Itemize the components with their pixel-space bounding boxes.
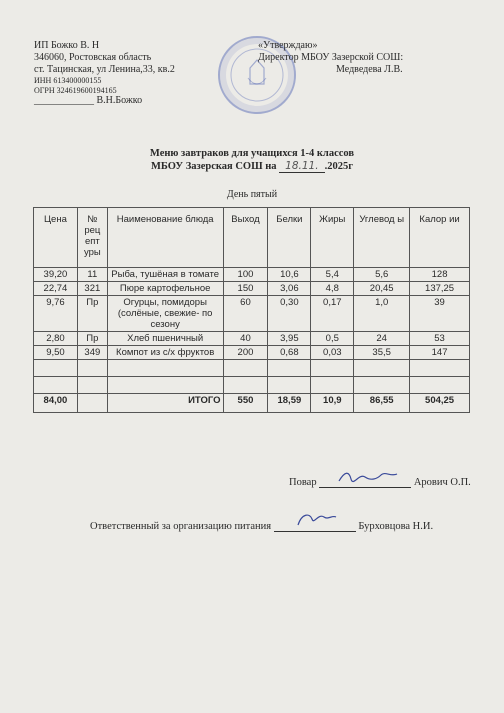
cell-output: 100 — [223, 268, 268, 282]
cell-output: 200 — [223, 346, 268, 360]
cell-price: 39,20 — [34, 268, 78, 282]
company-sign-line: ____________ В.Н.Божко — [34, 95, 143, 106]
cook-label: Повар — [289, 477, 317, 488]
menu-title: Меню завтраков для учащихся 1-4 классов — [149, 148, 355, 159]
company-inn: ИНН 613400000155 — [34, 76, 102, 85]
handwritten-date: 18.11. — [279, 160, 324, 173]
cell-carbs: 20,45 — [354, 282, 410, 296]
cell-dish: Компот из с/х фруктов — [107, 346, 223, 360]
cook-signature — [319, 473, 411, 488]
approval-block — [258, 40, 403, 76]
table-row — [34, 268, 470, 282]
cell-calories: 39 — [410, 296, 470, 332]
cell-recipe: Пр — [77, 296, 107, 332]
cell-calories: 137,25 — [410, 282, 470, 296]
header-dish: Наименование блюда — [107, 208, 223, 268]
menu-table — [33, 207, 470, 413]
responsible-label: Ответственный за организацию питания — [90, 521, 272, 532]
cell-carbs: 35,5 — [354, 346, 410, 360]
cell-proteins: 0,68 — [268, 346, 311, 360]
cell-fats: 0,5 — [311, 332, 354, 346]
responsible-name: Бурховцова Н.И. — [358, 521, 434, 532]
cell-calories: 128 — [410, 268, 470, 282]
menu-subtitle-suffix: .2025г — [324, 161, 353, 172]
cell-recipe: 349 — [77, 346, 107, 360]
total-fats: 10,9 — [311, 394, 354, 413]
company-address-1: 346060, Ростовская область — [34, 52, 152, 63]
cell-fats: 0,03 — [311, 346, 354, 360]
cell-output: 60 — [223, 296, 268, 332]
total-output: 550 — [223, 394, 268, 413]
cell-dish: Огурцы, помидоры (солёные, свежие- по сезону — [107, 296, 223, 332]
total-carbs: 86,55 — [354, 394, 410, 413]
company-ogrn: ОГРН 324619600194165 — [34, 85, 117, 95]
header-calories: Калор ии — [410, 208, 470, 268]
cell-recipe: 11 — [77, 268, 107, 282]
cell-proteins: 3,06 — [268, 282, 311, 296]
cell-price: 22,74 — [34, 282, 78, 296]
table-total-row — [34, 394, 470, 413]
cell-fats: 5,4 — [311, 268, 354, 282]
cell-price: 9,50 — [34, 346, 78, 360]
cell-fats: 0,17 — [311, 296, 354, 332]
company-header — [34, 40, 175, 107]
total-proteins: 18,59 — [268, 394, 311, 413]
cell-calories: 53 — [410, 332, 470, 346]
cell-price: 9,76 — [34, 296, 78, 332]
responsible-signature-line — [90, 517, 433, 532]
approval-title: «Утверждаю» — [258, 40, 318, 51]
header-recipe: № рец епт уры — [77, 208, 107, 268]
header-price: Цена — [34, 208, 78, 268]
header-proteins: Белки — [268, 208, 311, 268]
day-label: День пятый — [226, 189, 278, 200]
cell-carbs: 24 — [354, 332, 410, 346]
table-row — [34, 332, 470, 346]
cell-fats: 4,8 — [311, 282, 354, 296]
total-calories: 504,25 — [410, 394, 470, 413]
table-row — [34, 282, 470, 296]
cell-proteins: 10,6 — [268, 268, 311, 282]
total-price: 84,00 — [34, 394, 78, 413]
company-name: ИП Божко В. Н — [34, 40, 100, 51]
cell-proteins: 0,30 — [268, 296, 311, 332]
cell-carbs: 5,6 — [354, 268, 410, 282]
cook-signature-line — [289, 473, 471, 488]
cook-name: Арович О.П. — [413, 477, 471, 488]
approval-director: Медведева Л.В. — [336, 64, 403, 75]
approval-position: Директор МБОУ Зазерской СОШ: — [258, 52, 404, 63]
cell-proteins: 3,95 — [268, 332, 311, 346]
company-address-2: ст. Тацинская, ул Ленина,33, кв.2 — [34, 64, 175, 75]
cell-dish: Пюре картофельное — [107, 282, 223, 296]
table-row — [34, 296, 470, 332]
cell-output: 40 — [223, 332, 268, 346]
table-header-row — [34, 208, 470, 268]
cell-recipe: Пр — [77, 332, 107, 346]
table-row — [34, 346, 470, 360]
cell-calories: 147 — [410, 346, 470, 360]
cell-dish: Рыба, тушёная в томате — [107, 268, 223, 282]
table-empty-row — [34, 360, 470, 377]
cell-carbs: 1,0 — [354, 296, 410, 332]
responsible-signature — [274, 517, 356, 532]
menu-subtitle — [0, 160, 504, 173]
header-output: Выход — [223, 208, 268, 268]
table-empty-row — [34, 377, 470, 394]
menu-subtitle-prefix: МБОУ Зазерская СОШ на — [151, 161, 280, 172]
header-fats: Жиры — [311, 208, 354, 268]
cell-dish: Хлеб пшеничный — [107, 332, 223, 346]
cell-output: 150 — [223, 282, 268, 296]
total-label: ИТОГО — [107, 394, 223, 413]
cell-recipe: 321 — [77, 282, 107, 296]
cell-price: 2,80 — [34, 332, 78, 346]
header-carbs: Углевод ы — [354, 208, 410, 268]
